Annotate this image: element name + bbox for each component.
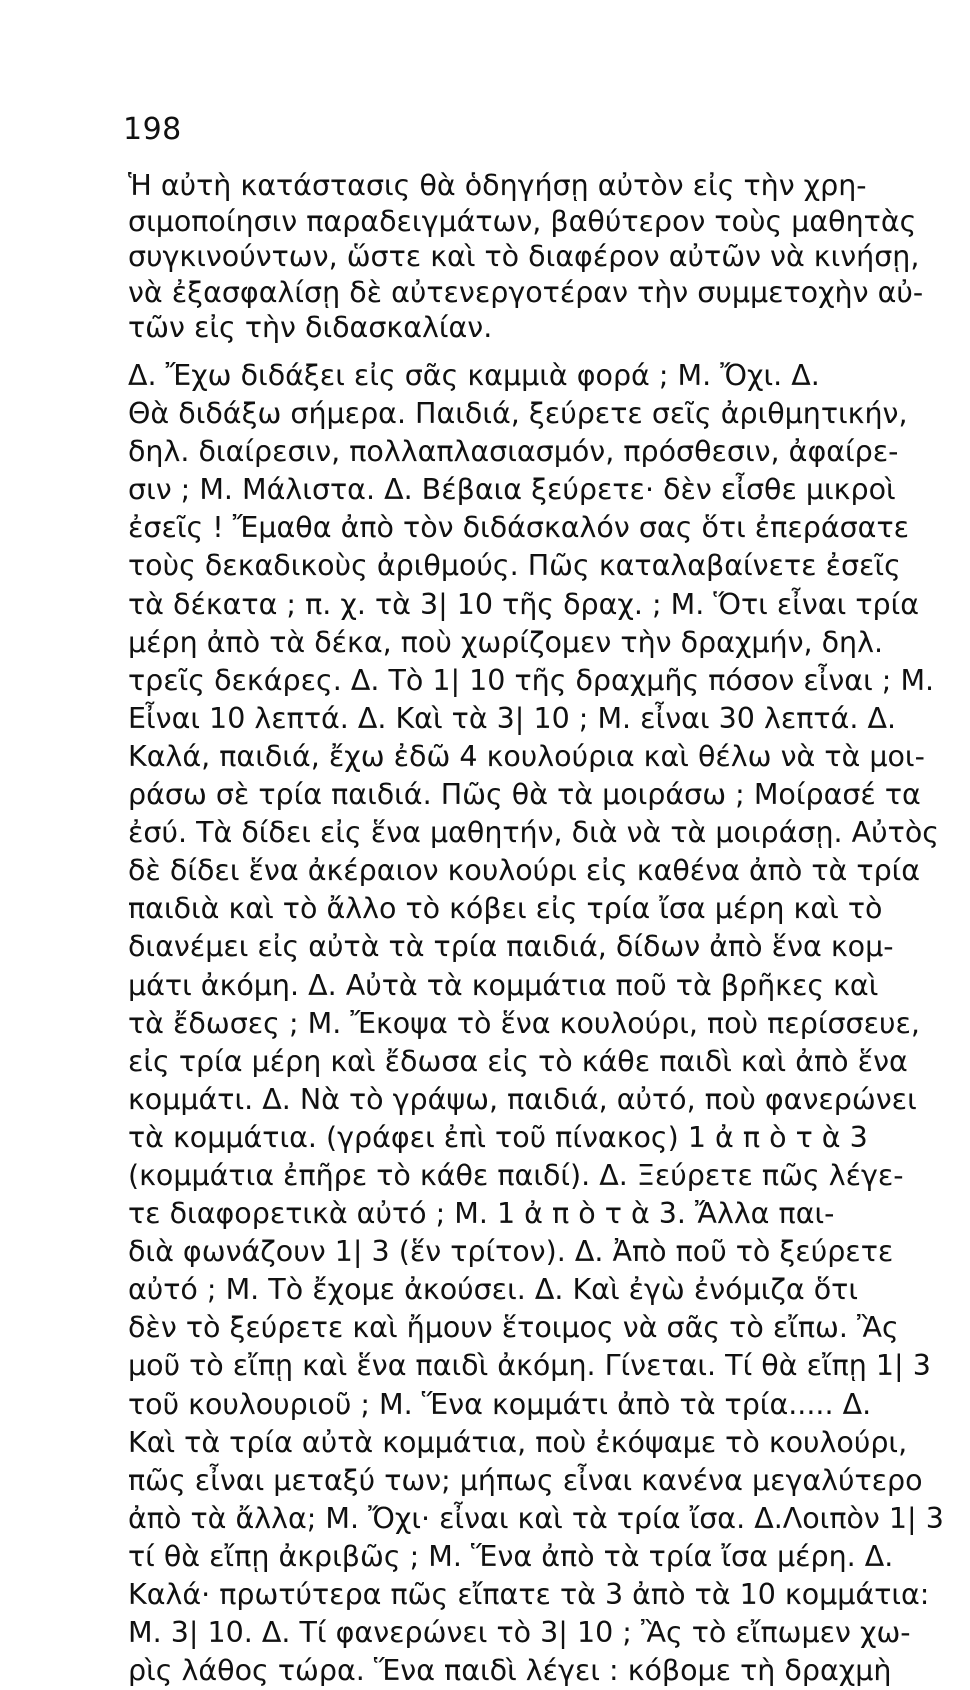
text-line: διανέμει εἰς αὐτὰ τὰ τρία παιδιά, δίδων ἀπὸ ἕνα κομ- (128, 930, 894, 964)
text-line: δηλ. διαίρεσιν, πολλαπλασιασμόν, πρόσθεσιν, ἀφαίρε- (128, 435, 899, 469)
text-line: Καλά· πρωτύτερα πῶς εἴπατε τὰ 3 ἀπὸ τὰ 10 κομμάτια: (128, 1578, 930, 1611)
text-line: ἀπὸ τὰ ἄλλα; Μ. Ὄχι· εἶναι καὶ τὰ τρία ἴσα. Δ.Λοιπὸν 1| 3 (128, 1501, 944, 1535)
text-line: τὰ κομμάτια. (γράφει ἐπὶ τοῦ πίνακος) 1 ἀ π ὸ τ ὰ 3 (128, 1120, 868, 1154)
text-line: τοῦ κουλουριοῦ ; Μ. Ἕνα κομμάτι ἀπὸ τὰ τρία..... Δ. (128, 1387, 872, 1421)
text-line: τὰ δέκατα ; π. χ. τὰ 3| 10 τῆς δραχ. ; Μ. Ὅτι εἶναι τρία (128, 587, 920, 621)
text-line: τε διαφορετικὰ αὐτό ; Μ. 1 ἀ π ὸ τ ὰ 3. Ἄλλα παι- (128, 1197, 835, 1231)
text-line: νὰ ἐξασφαλίσῃ δὲ αὐτενεργοτέραν τὴν συμμετοχὴν αὐ- (128, 275, 924, 309)
text-line: κομμάτι. Δ. Νὰ τὸ γράψω, παιδιά, αὐτό, ποὺ φανερώνει (128, 1082, 917, 1116)
text-line: Καλά, παιδιά, ἔχω ἐδῶ 4 κουλούρια καὶ θέλω νὰ τὰ μοι- (128, 739, 925, 773)
text-line: εἰς τρία μέρη καὶ ἔδωσα εἰς τὸ κάθε παιδὶ καὶ ἀπὸ ἕνα (128, 1044, 908, 1078)
text-line: αὐτό ; Μ. Τὸ ἔχομε ἀκούσει. Δ. Καὶ ἐγὼ ἐνόμιζα ὅτι (128, 1273, 858, 1307)
text-line: Δ. Ἔχω διδάξει εἰς σᾶς καμμιὰ φορά ; Μ. Ὄχι. Δ. (128, 359, 820, 392)
text-line: σιν ; Μ. Μάλιστα. Δ. Βέβαια ξεύρετε· δὲν εἶσθε μικροὶ (128, 473, 896, 507)
paragraph-2 (128, 357, 944, 1690)
text-line: τῶν εἰς τὴν διδασκαλίαν. (128, 311, 493, 344)
text-line: σιμοποίησιν παραδειγμάτων, βαθύτερον τοὺς μαθητὰς (128, 204, 917, 238)
text-line: Ἡ αὐτὴ κατάστασις θὰ ὁδηγήσῃ αὐτὸν εἰς τὴν χρη- (128, 169, 867, 202)
text-line: συγκινούντων, ὥστε καὶ τὸ διαφέρον αὐτῶν νὰ κινήσῃ, (128, 240, 920, 273)
text-line: δὲν τὸ ξεύρετε καὶ ἤμουν ἕτοιμος νὰ σᾶς τὸ εἴπω. Ἂς (128, 1311, 899, 1345)
text-line: παιδιὰ καὶ τὸ ἄλλο τὸ κόβει εἰς τρία ἴσα μέρη καὶ τὸ (128, 892, 883, 926)
text-line: μοῦ τὸ εἴπῃ καὶ ἕνα παιδὶ ἀκόμη. Γίνεται. Τί θὰ εἴπῃ 1| 3 (128, 1349, 931, 1383)
text-line: τί θὰ εἴπῃ ἀκριβῶς ; Μ. Ἕνα ἀπὸ τὰ τρία ἴσα μέρη. Δ. (128, 1539, 894, 1573)
paragraph-1 (128, 168, 924, 346)
text-line: Καὶ τὰ τρία αὐτὰ κομμάτια, ποὺ ἐκόψαμε τὸ κουλούρι, (128, 1425, 908, 1459)
text-line: (κομμάτια ἐπῆρε τὸ κάθε παιδί). Δ. Ξεύρετε πῶς λέγε- (128, 1158, 904, 1192)
page-number: 198 (123, 112, 182, 147)
text-line: τοὺς δεκαδικοὺς ἀριθμούς. Πῶς καταλαβαίνετε ἐσεῖς (128, 549, 901, 583)
text-line: Μ. 3| 10. Δ. Τί φανερώνει τὸ 3| 10 ; Ἂς τὸ εἴπωμεν χω- (128, 1616, 911, 1650)
text-line: τρεῖς δεκάρες. Δ. Τὸ 1| 10 τῆς δραχμῆς πόσον εἶναι ; Μ. (128, 663, 935, 697)
text-line: Εἶναι 10 λεπτά. Δ. Καὶ τὰ 3| 10 ; Μ. εἶναι 30 λεπτά. Δ. (128, 701, 896, 735)
text-line: μάτι ἀκόμη. Δ. Αὐτὰ τὰ κομμάτια ποῦ τὰ βρῆκες καὶ (128, 968, 879, 1002)
text-line: ρὶς λάθος τώρα. Ἕνα παιδὶ λέγει : κόβομε τὴ δραχμὴ (128, 1654, 892, 1688)
text-line: δὲ δίδει ἕνα ἀκέραιον κουλούρι εἰς καθένα ἀπὸ τὰ τρία (128, 854, 921, 888)
text-line: διὰ φωνάζουν 1| 3 (ἕν τρίτον). Δ. Ἀπὸ ποῦ τὸ ξεύρετε (128, 1235, 894, 1269)
text-line: πῶς εἶναι μεταξύ των; μήπως εἶναι κανένα μεγαλύτερο (128, 1463, 923, 1497)
text-line: ράσω σὲ τρία παιδιά. Πῶς θὰ τὰ μοιράσω ; Μοίρασέ τα (128, 778, 921, 812)
text-line: ἐσύ. Τὰ δίδει εἰς ἕνα μαθητήν, διὰ νὰ τὰ μοιράσῃ. Αὐτὸς (128, 816, 939, 850)
text-line: ἐσεῖς ! Ἔμαθα ἀπὸ τὸν διδάσκαλόν σας ὅτι ἐπεράσατε (128, 511, 910, 545)
text-line: Θὰ διδάξω σήμερα. Παιδιά, ξεύρετε σεῖς ἀριθμητικήν, (128, 397, 908, 431)
text-line: τὰ ἔδωσες ; Μ. Ἔκοψα τὸ ἕνα κουλούρι, ποὺ περίσσευε, (128, 1006, 920, 1040)
text-line: μέρη ἀπὸ τὰ δέκα, ποὺ χωρίζομεν τὴν δραχμήν, δηλ. (128, 625, 884, 659)
